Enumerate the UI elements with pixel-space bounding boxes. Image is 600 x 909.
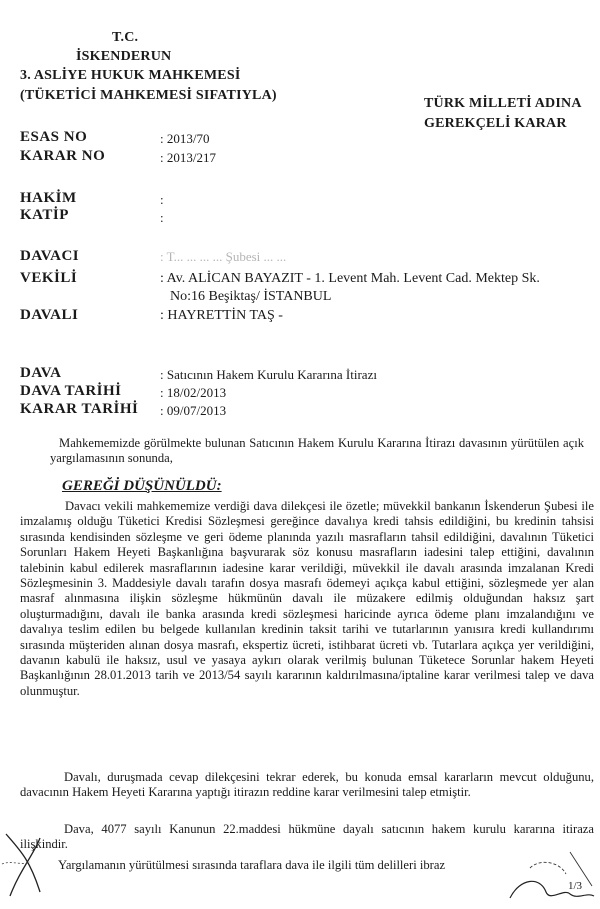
header-tc: T.C.: [112, 30, 139, 45]
hakim-value: :: [160, 192, 164, 207]
davali-value: : HAYRETTİN TAŞ -: [160, 308, 283, 323]
header-city: İSKENDERUN: [76, 49, 172, 64]
vekil-value-line2: No:16 Beşiktaş/ İSTANBUL: [170, 289, 332, 304]
dava-tarihi-label: DAVA TARİHİ: [20, 383, 122, 399]
karar-tarihi-value: : 09/07/2013: [160, 403, 227, 418]
karar-no-label: KARAR NO: [20, 148, 106, 164]
paragraph-claim: Davacı vekili mahkememize verdiği dava dilekçesi ile özetle; müvekkil bankanın İskenderun Şubesi ile imzalamış olduğu Tüketici Kredisi Sözleşmesi gereğince davalıya kredi tahsis edildiğini, bu kredinin tahsisi sırasında kendisinden sözleşme ve geri ödeme planında yazılı masrafların tahsil edildiğini, davalının Tüketici Sorunları Hakem Heyeti Başkanlığına başvurarak söz konusu masrafların iadesini talep ettiğini, davalının talebinin kabul edilerek masraflarının iadesine karar verildiği, müvekkil ile davalı arasında imzalanan Kredi Sözleşmesinin 3. Maddesiyle davalı tarafın dosya masrafı ödemeyi açıkça kabul ettiğini, sözleşmede yer alan masraf alınmasına ilişkin sözleşme hükmünün davalı ile müzakere edilmiş olduğundan haksız şart oluşturmadığını, davalı ile banka arasında kredi sözleşmesi haricinde ayrıca ödeme planı imzalandığını ve davalıya teslim edilen bu belgede kullanılan kredinin taksit tarihi ve tutarlarının yanısıra kredi kullandırımı sırasında müşteriden alınan dosya masrafı, ekspertiz ücreti, istihbarat ücreti vb. Tutarlara açıkça yer verildiğini, davanın kabulü ile haksız, usul ve yasaya aykırı olarak verilmiş bulunan Tüketece Sorunlar hakem Heyeti Başkanlığının 28.01.2013 tarih ve 2013/54 sayılı kararının kaldırılmasına/iptaline karar verilmesi talep ve dava olunmuştur.: [20, 499, 594, 698]
davaci-label: DAVACI: [20, 248, 80, 264]
header-nation: TÜRK MİLLETİ ADINA: [424, 96, 582, 111]
paragraph-legal-basis: Dava, 4077 sayılı Kanunun 22.maddesi hükmüne dayalı satıcının hakem kurulu kararına itiraza ilişkindir.: [20, 822, 594, 852]
esas-no-label: ESAS NO: [20, 129, 88, 145]
vekil-value-line1: : Av. ALİCAN BAYAZIT - 1. Levent Mah. Levent Cad. Mektep Sk.: [160, 271, 540, 286]
paragraph-evidence: Yargılamanın yürütülmesi sırasında taraflara dava ile ilgili tüm delilleri ibraz: [58, 858, 446, 872]
intro-paragraph: Mahkememizde görülmekte bulunan Satıcının Hakem Kurulu Kararına İtirazı davasının yürütülen açık yargılamasının sonunda,: [50, 436, 584, 466]
page-number: 1/3: [568, 880, 583, 892]
davali-label: DAVALI: [20, 307, 79, 323]
header-court-role: (TÜKETİCİ MAHKEMESİ SIFATIYLA): [20, 88, 277, 103]
katip-label: KATİP: [20, 207, 69, 223]
karar-tarihi-label: KARAR TARİHİ: [20, 401, 139, 417]
header-decision-type: GEREKÇELİ KARAR: [424, 116, 567, 131]
karar-no-value: : 2013/217: [160, 150, 216, 165]
vekil-label: VEKİLİ: [20, 270, 78, 286]
dava-tarihi-value: : 18/02/2013: [160, 385, 227, 400]
signature-right-icon: [500, 848, 600, 908]
katip-value: :: [160, 210, 164, 225]
dava-label: DAVA: [20, 365, 62, 381]
esas-no-value: : 2013/70: [160, 131, 210, 146]
header-court: 3. ASLİYE HUKUK MAHKEMESİ: [20, 68, 241, 83]
dava-value: : Satıcının Hakem Kurulu Kararına İtirazı: [160, 367, 377, 382]
hakim-label: HAKİM: [20, 190, 77, 206]
signature-left-icon: [0, 830, 60, 900]
paragraph-defense: Davalı, duruşmada cevap dilekçesini tekrar ederek, bu konuda emsal kararların mevcut olduğunu, davacının Hakem Heyeti Kararına yaptığı itirazın reddine karar verilmesini talep etmiştir.: [20, 770, 594, 800]
davaci-value-redacted: : T... ... ... ... Şubesi ... ...: [160, 249, 287, 264]
section-title: GEREĞİ DÜŞÜNÜLDÜ:: [62, 478, 222, 494]
